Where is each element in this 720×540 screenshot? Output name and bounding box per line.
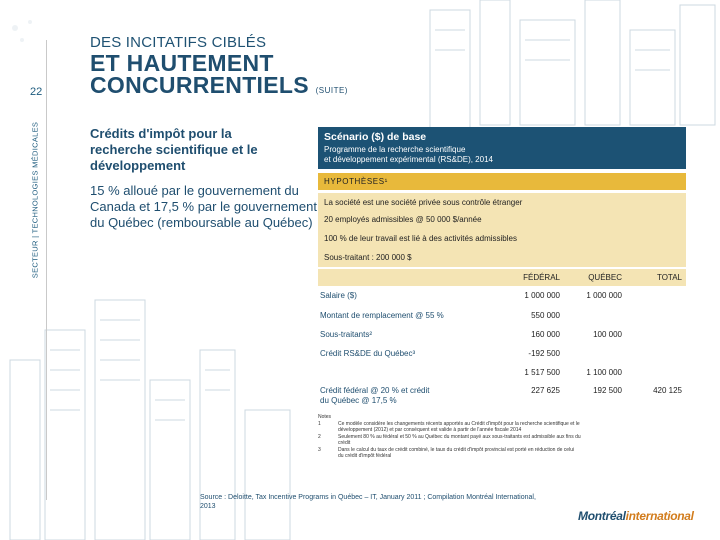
scenario-subtitle-line-1: Programme de la recherche scientifique [324, 145, 466, 154]
vertical-sector-label [30, 120, 40, 280]
row-label: Salaire ($) [320, 291, 357, 300]
row-quebec: 1 000 000 [586, 291, 622, 300]
subtotal-quebec: 1 100 000 [586, 368, 622, 377]
header-federal: FÉDÉRAL [523, 273, 560, 282]
page-title [90, 52, 348, 102]
header-quebec: QUÉBEC [588, 273, 622, 282]
title-line-2-text: CONCURRENTIELS [90, 72, 309, 98]
left-heading: Crédits d'impôt pour la recherche scientifique et le développement [90, 126, 258, 173]
logo-part-1: Montréal [578, 509, 626, 523]
note-line: du crédit d'impôt fédéral [338, 453, 392, 459]
note-item [318, 434, 688, 447]
hypothesis-text: La société est une société privée sous contrôle étranger [324, 198, 523, 207]
table-header-row [318, 269, 686, 286]
vertical-sector-text: SECTEUR | TECHNOLOGIES MÉDICALES [30, 121, 40, 279]
notes-title: Notes [318, 414, 332, 420]
row-quebec: 100 000 [593, 330, 622, 339]
credit-label [320, 386, 430, 406]
note-text [338, 447, 574, 460]
row-federal: 550 000 [531, 311, 560, 320]
credit-total: 420 125 [653, 386, 682, 395]
hypothesis-text: 20 employés admissibles @ 50 000 $/année [324, 215, 482, 224]
note-number: 3 [318, 446, 321, 453]
scenario-title: Scénario ($) de base [324, 131, 427, 143]
scenario-subtitle-line-2: et développement expérimental (RS&DE), 2014 [324, 155, 493, 164]
credit-federal: 227 625 [531, 386, 560, 395]
note-text [338, 421, 580, 434]
header-total: TOTAL [656, 273, 682, 282]
logo-part-2: international [625, 509, 694, 523]
hypotheses-heading [318, 173, 686, 190]
scenario-box [318, 127, 686, 169]
table-credit-row [318, 382, 686, 408]
title-suite: (SUITE) [315, 86, 348, 95]
credit-label-line-2: du Québec @ 17,5 % [320, 396, 397, 405]
title-line-2 [90, 74, 348, 102]
scenario-subtitle [324, 145, 493, 165]
note-line: Dans le calcul du taux de crédit combiné, le taux du crédit d'impôt provincial est porté en réduction de celui [338, 446, 575, 453]
note-item [318, 447, 688, 460]
note-item [318, 421, 688, 434]
page-number: 22 [30, 86, 43, 98]
table-row [318, 326, 686, 344]
left-body: 15 % alloué par le gouvernement du Canada et 17,5 % par le gouvernement du Québec (remboursable au Québec) [90, 183, 317, 230]
row-label: Crédit RS&DE du Québec³ [320, 349, 416, 358]
source-citation: Source : Deloitte, Tax Incentive Programs in Québec – IT, January 2011 ; Compilation Montréal International, 2013 [200, 494, 536, 510]
row-label: Sous-traitants² [320, 330, 373, 339]
notes [318, 414, 688, 460]
note-number: 1 [318, 420, 321, 427]
table-row [318, 307, 686, 325]
credit-quebec: 192 500 [593, 386, 622, 395]
hypothesis-text: Sous-traitant : 200 000 $ [324, 253, 412, 262]
left-divider [46, 40, 47, 500]
title-line-1: ET HAUTEMENT [90, 50, 274, 76]
hypotheses-heading-text: HYPOTHÈSES¹ [324, 177, 388, 186]
table-subtotal-row [318, 364, 686, 382]
row-label: Montant de remplacement @ 55 % [320, 311, 444, 320]
montreal-international-logo [578, 509, 694, 523]
title-small: DES INCITATIFS CIBLÉS [90, 34, 267, 51]
table-row [318, 287, 686, 305]
hypothesis-row [318, 229, 686, 248]
note-text [338, 434, 581, 447]
hypothesis-row [318, 210, 686, 229]
row-federal: 1 000 000 [524, 291, 560, 300]
hypothesis-text: 100 % de leur travail est lié à des activités admissibles [324, 234, 517, 243]
note-line: Seulement 80 % au fédéral et 50 % au Québec du montant payé aux sous-traitants est admissible aux fins du [338, 433, 581, 440]
note-line: Ce modèle considère les changements récents apportés au Crédit d'impôt pour la recherche scientifique et le [338, 420, 580, 427]
note-line: crédit [338, 440, 351, 446]
subtotal-federal: 1 517 500 [524, 368, 560, 377]
note-line: développement (2012) et par conséquent est valide à partir de l'année fiscale 2014 [338, 427, 522, 433]
table-row [318, 345, 686, 363]
hypothesis-row [318, 248, 686, 267]
credit-label-line-1: Crédit fédéral @ 20 % et crédit [320, 386, 430, 395]
note-number: 2 [318, 433, 321, 440]
row-federal: 160 000 [531, 330, 560, 339]
row-federal: -192 500 [528, 349, 560, 358]
